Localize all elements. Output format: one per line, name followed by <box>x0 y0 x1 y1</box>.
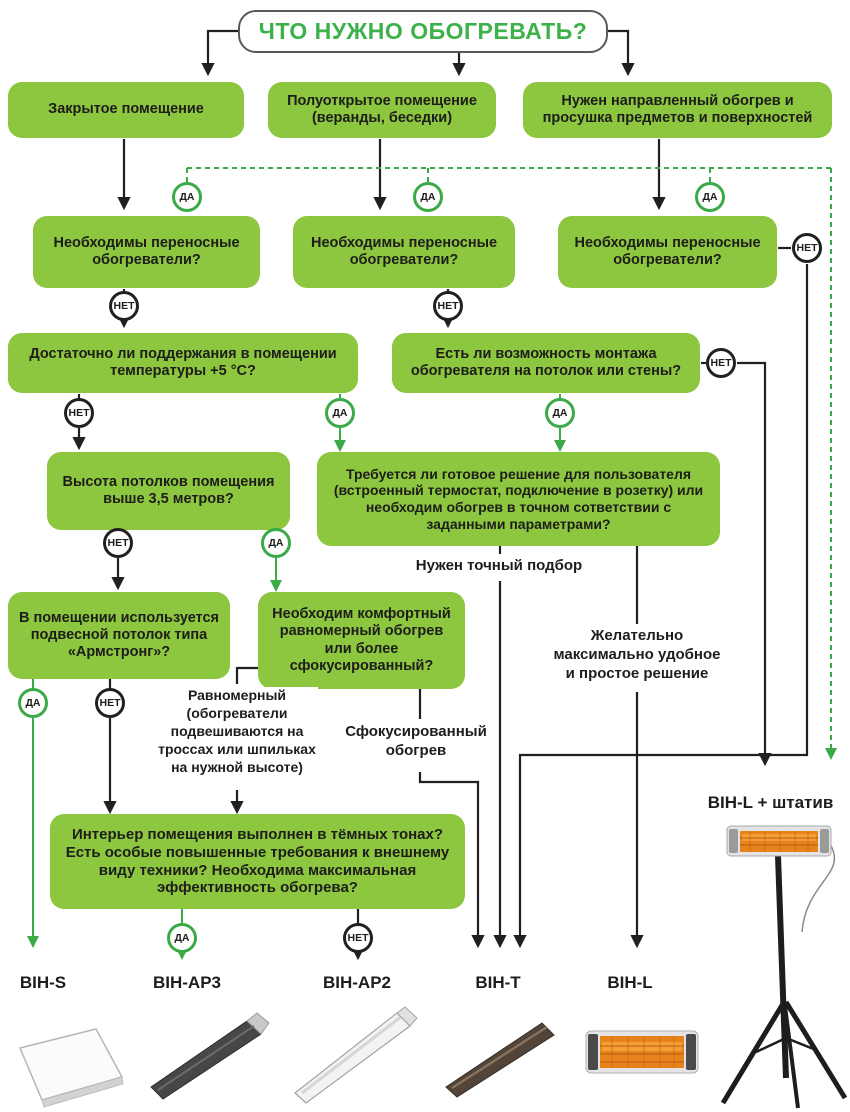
product-label-bih-ap3: BIH-AP3 <box>152 973 221 992</box>
node-portable-2: Необходимы переносные обогреватели? <box>293 216 515 288</box>
product-image-bih-ap2 <box>295 1007 417 1103</box>
node-closed-room: Закрытое помещение <box>8 82 244 138</box>
label-desirable-simple: Желательно максимально удобное и простое решение <box>547 626 727 684</box>
node-armstrong: В помещении используется подвесной потолок типа «Армстронг»? <box>8 592 230 679</box>
product-image-bih-s <box>20 1029 123 1107</box>
yes-circle-mounting: ДА <box>545 398 575 428</box>
product-image-bih-t <box>446 1023 554 1097</box>
product-image-bih-l <box>586 1031 698 1073</box>
no-circle-interior: НЕТ <box>343 923 373 953</box>
no-circle-maintain-temp: НЕТ <box>64 398 94 428</box>
node-semi-open: Полуоткрытое помещение (веранды, беседки) <box>268 82 496 138</box>
no-circle-portable-2: НЕТ <box>433 291 463 321</box>
node-comfort: Необходим комфортный равномерный обогрев или более сфокусированный? <box>258 592 465 689</box>
yes-circle-armstrong: ДА <box>18 688 48 718</box>
page-title: ЧТО НУЖНО ОБОГРЕВАТЬ? <box>238 10 608 53</box>
no-circle-portable-1: НЕТ <box>109 291 139 321</box>
label-uniform-heating: Равномерный (обогреватели подвешиваются на троссах или шпильках на нужной высоте) <box>156 687 318 777</box>
label-precise-selection: Нужен точный подбор <box>389 556 609 575</box>
node-ready-solution: Требуется ли готовое решение для пользователя (встроенный термостат, подключение в розетку) или необходим обогрев в точном сответствии с заданными параметрами? <box>317 452 720 546</box>
node-ceiling-height: Высота потолков помещения выше 3,5 метров? <box>47 452 290 530</box>
node-directed-heat: Нужен направленный обогрев и просушка предметов и поверхностей <box>523 82 832 138</box>
product-label-bih-s: BIH-S <box>19 973 67 992</box>
product-image-bih-l-tripod <box>723 826 845 1108</box>
node-interior: Интерьер помещения выполнен в тёмных тонах? Есть особые повышенные требования к внешнему виду техники? Необходима максимальная эффективность обогрева? <box>50 814 465 909</box>
yes-circle-portable-1: ДА <box>172 182 202 212</box>
node-mounting: Есть ли возможность монтажа обогревателя на потолок или стены? <box>392 333 700 393</box>
yes-circle-portable-3: ДА <box>695 182 725 212</box>
no-circle-mounting: НЕТ <box>706 348 736 378</box>
product-image-bih-ap3 <box>151 1013 269 1099</box>
yes-circle-ceiling-height: ДА <box>261 528 291 558</box>
product-label-bih-ap2: BIH-AP2 <box>322 973 391 992</box>
node-portable-3: Необходимы переносные обогреватели? <box>558 216 777 288</box>
yes-circle-maintain-temp: ДА <box>325 398 355 428</box>
yes-circle-portable-2: ДА <box>413 182 443 212</box>
no-circle-ceiling-height: НЕТ <box>103 528 133 558</box>
yes-circle-interior: ДА <box>167 923 197 953</box>
node-portable-1: Необходимы переносные обогреватели? <box>33 216 260 288</box>
no-circle-portable-3: НЕТ <box>792 233 822 263</box>
label-focused-heating: Сфокусированный обогрев <box>340 722 492 760</box>
product-label-bih-t: BIH-T <box>475 973 521 992</box>
node-maintain-temp: Достаточно ли поддержания в помещении температуры +5 °C? <box>8 333 358 393</box>
product-label-bih-l-tripod: BIH-L + штатив <box>707 793 834 812</box>
product-label-bih-l: BIH-L <box>607 973 653 992</box>
no-circle-armstrong: НЕТ <box>95 688 125 718</box>
